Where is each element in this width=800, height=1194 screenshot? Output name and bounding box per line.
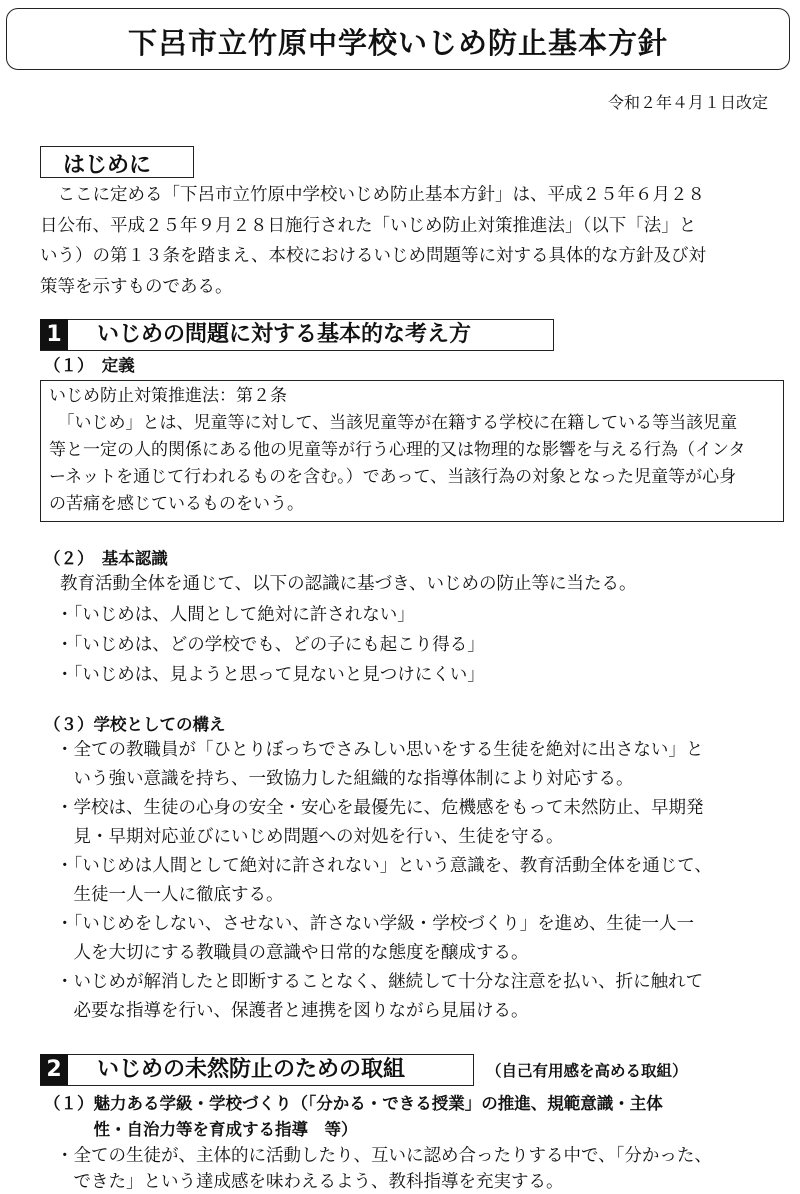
- definition-line: 「いじめ」とは、児童等に対して、当該児童等が在籍する学校に在籍している等当該児童: [49, 413, 738, 433]
- intro-heading: はじめに: [63, 153, 152, 178]
- definition-heading: （１） 定義: [44, 356, 135, 375]
- sub1-heading-line: 性・自治力等を育成する指導 等）: [44, 1120, 358, 1139]
- stance-line: 人を大切にする教職員の意識や日常的な態度を醸成する。: [56, 943, 529, 963]
- stance-line: ・「いじめをしない、させない、許さない学級・学校づくり」を進め、生徒一人一: [56, 914, 695, 934]
- recognition-item: ・「いじめは、どの学校でも、どの子にも起こり得る」: [56, 635, 485, 655]
- stance-line: ・全ての教職員が「ひとりぼっちでさみしい思いをする生徒を絶対に出さない」と: [56, 740, 704, 760]
- intro-paragraph: [40, 180, 780, 302]
- stance-line: ・いじめが解消したと即断することなく、継続して十分な注意を払い、折に触れて: [56, 972, 704, 992]
- title-box: [6, 8, 790, 70]
- definition-box: [40, 380, 784, 522]
- sub1-line: ・全ての生徒が、主体的に活動したり、互いに認め合ったりする中で、「分かった、: [56, 1146, 712, 1166]
- section1-title: いじめの問題に対する基本的な考え方: [97, 322, 472, 347]
- definition-line: の苦痛を感じているものをいう。: [49, 494, 304, 514]
- intro-line: いう）の第１３条を踏まえ、本校におけるいじめ問題等に対する具体的な方針及び対: [40, 246, 707, 266]
- stance-line: 生徒一人一人に徹底する。: [56, 885, 284, 905]
- intro-line: 策等を示すものである。: [40, 276, 233, 297]
- stance-line: ・「いじめは人間として絶対に許されない」という意識を、教育活動全体を通じて、: [56, 856, 712, 876]
- section2-title: いじめの未然防止のための取組: [97, 1057, 406, 1082]
- stance-heading: （３）学校としての構え: [44, 715, 226, 734]
- section2-note: （自己有用感を高める取組）: [486, 1062, 688, 1080]
- recognition-intro: 教育活動全体を通じて、以下の認識に基づき、いじめの防止等に当たる。: [60, 574, 637, 594]
- stance-line: いう強い意識を持ち、一致協力した組織的な指導体制により対応する。: [56, 769, 634, 789]
- intro-line: ここに定める「下呂市立竹原中学校いじめ防止基本方針」は、平成２５年６月２８: [40, 185, 705, 205]
- recognition-item: ・「いじめは、見ようと思って見ないと見つけにくい」: [56, 665, 485, 685]
- section2-heading: [40, 1054, 474, 1086]
- intro-line: 日公布、平成２５年９月２８日施行された「いじめ防止対策推進法」（以下「法」と: [40, 215, 697, 236]
- definition-line: いじめ防止対策推進法：第２条: [49, 386, 287, 406]
- stance-line: 見・早期対応並びにいじめ問題への対処を行い、生徒を守る。: [56, 827, 564, 847]
- section2-number: 2: [40, 1054, 68, 1085]
- section1-number: 1: [40, 319, 68, 350]
- stance-line: 必要な指導を行い、保護者と連携を図りながら見届ける。: [56, 1001, 529, 1021]
- recognition-heading: （２） 基本認識: [44, 549, 168, 568]
- revised-date: 令和２年４月１日改定: [607, 93, 768, 112]
- sub1-line: できた」という達成感を味わえるよう、教科指導を充実する。: [56, 1172, 564, 1192]
- page-title: 下呂市立竹原中学校いじめ防止基本方針: [127, 26, 668, 60]
- definition-line: ーネットを通じて行われるものを含む。）であって、当該行為の対象となった児童等が心身: [49, 467, 737, 487]
- recognition-item: ・「いじめは、人間として絶対に許されない」: [56, 605, 415, 625]
- sub1-heading-line: （１）魅力ある学級・学校づくり（「分かる・できる授業」の推進、規範意識・主体: [44, 1094, 663, 1113]
- definition-line: 等と一定の人的関係にある他の児童等が行う心理的又は物理的な影響を与える行為（インタ: [49, 440, 746, 460]
- intro-heading-box: [40, 146, 194, 178]
- section1-heading: [40, 319, 554, 351]
- stance-line: ・学校は、生徒の心身の安全・安心を最優先に、危機感をもって未然防止、早期発: [56, 798, 704, 818]
